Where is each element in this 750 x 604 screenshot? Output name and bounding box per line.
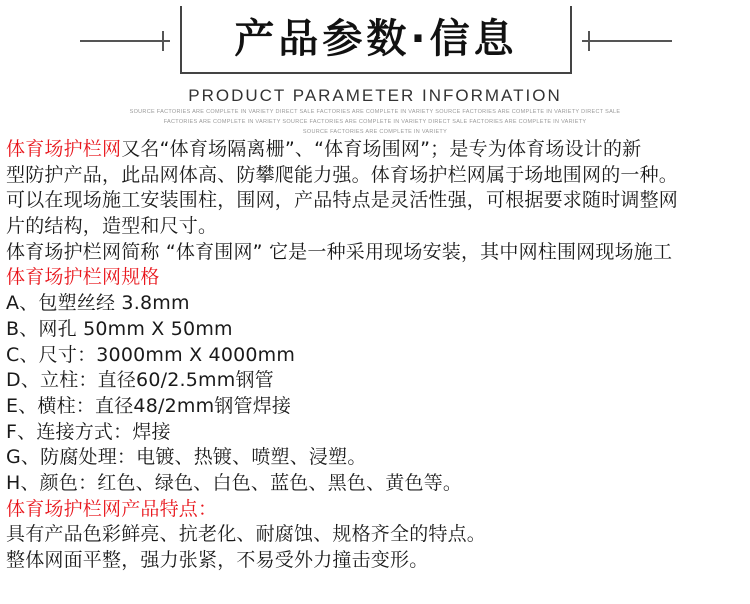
intro-line: 型防护产品，此品网体高、防攀爬能力强。体育场护栏网属于场地围网的一种。: [6, 163, 679, 186]
product-description: [6, 137, 746, 574]
feature-line: 具有产品色彩鲜亮、抗老化、耐腐蚀、规格齐全的特点。: [6, 523, 487, 546]
title-frame: [180, 6, 572, 74]
intro-line: 可以在现场施工安装围柱，围网，产品特点是灵活性强，可根据要求随时调整网: [6, 189, 679, 212]
fine-print-line: SOURCE FACTORIES ARE COMPLETE IN VARIETY DIRECT SALE FACTORIES ARE COMPLETE IN VARIETY SOURCE FACTORIES ARE COMPLETE IN VARIETY DIRECT SALE: [129, 109, 621, 115]
spec-item: C、尺寸：3000mm X 4000mm: [6, 343, 296, 366]
spec-heading: 体育场护栏网规格: [6, 266, 160, 289]
header-left-rule: [80, 40, 170, 42]
intro-text: 又名“体育场隔离栅”、“体育场围网”；是专为体育场设计的新: [121, 138, 642, 160]
spec-item: A、包塑丝经 3.8mm: [6, 292, 190, 315]
intro-line: 片的结构，造型和尺寸。: [6, 215, 218, 238]
intro-line: [6, 137, 746, 163]
header-right-rule: [582, 40, 672, 42]
spec-item: E、横柱：直径48/2mm钢管焊接: [6, 394, 292, 417]
spec-item: F、连接方式：焊接: [6, 420, 171, 443]
page-subtitle: PRODUCT PARAMETER INFORMATION: [188, 86, 562, 105]
spec-item: H、颜色：红色、绿色、白色、蓝色、黑色、黄色等。: [6, 471, 463, 494]
feature-line: 整体网面平整，强力张紧，不易受外力撞击变形。: [6, 549, 429, 571]
intro-line: 体育场护栏网简称 “体育围网” 它是一种采用现场安装，其中网柱围网现场施工: [6, 240, 673, 263]
fine-print-line: SOURCE FACTORIES ARE COMPLETE IN VARIETY: [302, 129, 448, 135]
page-title: 产品参数·信息: [234, 16, 518, 62]
fine-print-line: FACTORIES ARE COMPLETE IN VARIETY SOURCE FACTORIES ARE COMPLETE IN VARIETY DIRECT SALE FACTORIES ARE COMPLETE IN VARIETY: [163, 119, 587, 125]
spec-item: B、网孔 50mm X 50mm: [6, 317, 233, 340]
spec-item: D、立柱：直径60/2.5mm钢管: [6, 369, 274, 392]
features-heading: 体育场护栏网产品特点：: [6, 497, 218, 520]
section-header: [0, 0, 750, 135]
spec-item: G、防腐处理：电镀、热镀、喷塑、浸塑。: [6, 446, 367, 469]
product-name-highlight: 体育场护栏网: [6, 138, 122, 160]
